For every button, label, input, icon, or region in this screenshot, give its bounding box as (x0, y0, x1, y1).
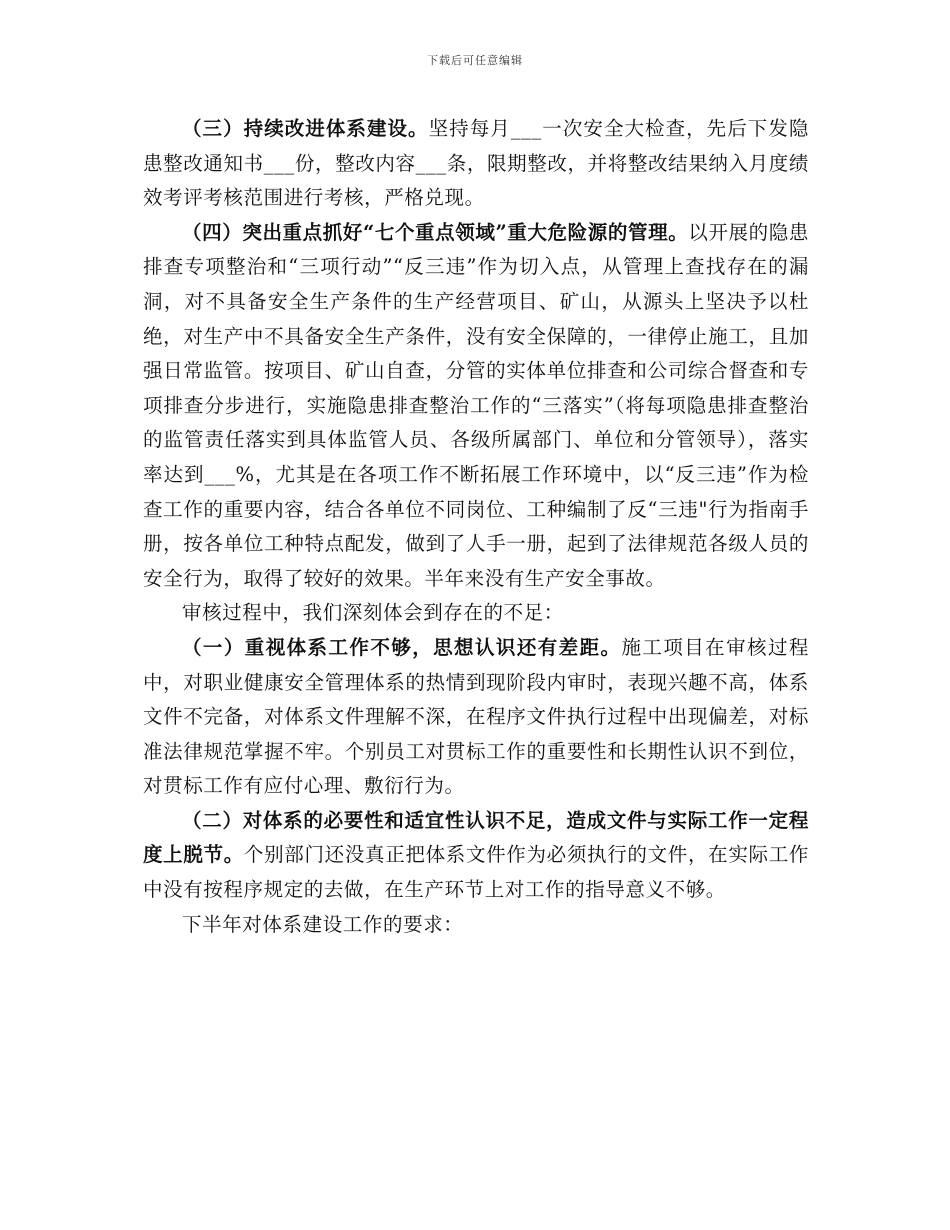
paragraph-heading: （一）重视体系工作不够，思想认识还有差距。 (182, 635, 622, 659)
page-header: 下载后可任意编辑 (427, 54, 523, 67)
document-body (143, 112, 809, 942)
paragraph-heading: （四）突出重点抓好“七个重点领域”重大危险源的管理。 (182, 220, 689, 244)
paragraph-text: 坚持每月___一次安全大检查，先后下发隐患整改通知书___份，整改内容___条，限期整改，并将整改结果纳入月度绩效考评考核范围进行考核，严格兑现。 (143, 117, 809, 210)
paragraph-heading: （三）持续改进体系建设。 (182, 117, 429, 140)
paragraph-continuous-improvement (143, 112, 809, 216)
paragraph-text: 下半年对体系建设工作的要求： (182, 912, 464, 936)
paragraph-text: 个别部门还没真正把体系文件作为必须执行的文件，在实际工作中没有按程序规定的去做，在生产环节上对工作的指导意义不够。 (143, 843, 809, 902)
paragraph-shortcomings-intro (143, 596, 809, 631)
paragraph-shortcoming-two (143, 804, 809, 908)
paragraph-second-half-requirements (143, 908, 809, 943)
paragraph-shortcoming-one (143, 631, 809, 804)
paragraph-text: 审核过程中，我们深刻体会到存在的不足： (182, 601, 564, 625)
paragraph-text: 施工项目在审核过程中，对职业健康安全管理体系的热情到现阶段内审时，表现兴趣不高，体系文件不完备，对体系文件理解不深，在程序文件执行过程中出现偏差，对标准法律规范掌握不牢。个别员工对贯标工作的重要性和长期性认识不到位，对贯标工作有应付心理、敷衍行为。 (143, 635, 809, 798)
paragraph-text: 以开展的隐患排查专项整治和“三项行动”“反三违”作为切入点，从管理上查找存在的漏洞，对不具备安全生产条件的生产经营项目、矿山，从源头上坚决予以杜绝，对生产中不具备安全生产条件，没有安全保障的，一律停止施工，且加强日常监管。按项目、矿山自查，分管的实体单位排查和公司综合督查和专项排查分步进行，实施隐患排查整治工作的“三落实”（将每项隐患排查整治的监管责任落实到具体监管人员、各级所属部门、单位和分管领导），落实率达到___%，尤其是在各项工作不断拓展工作环境中，以“反三违”作为检查工作的重要内容，结合各单位不同岗位、工种编制了反“三违"行为指南手册，按各单位工种特点配发，做到了人手一册，起到了法律规范各级人员的安全行为，取得了较好的效果。半年来没有生产安全事故。 (143, 220, 809, 590)
paragraph-key-areas (143, 216, 809, 597)
paragraph-heading: （二）对体系的必要性和适宜性认识不足，造成文件与实际工作一定程度上脱节。 (143, 808, 809, 867)
